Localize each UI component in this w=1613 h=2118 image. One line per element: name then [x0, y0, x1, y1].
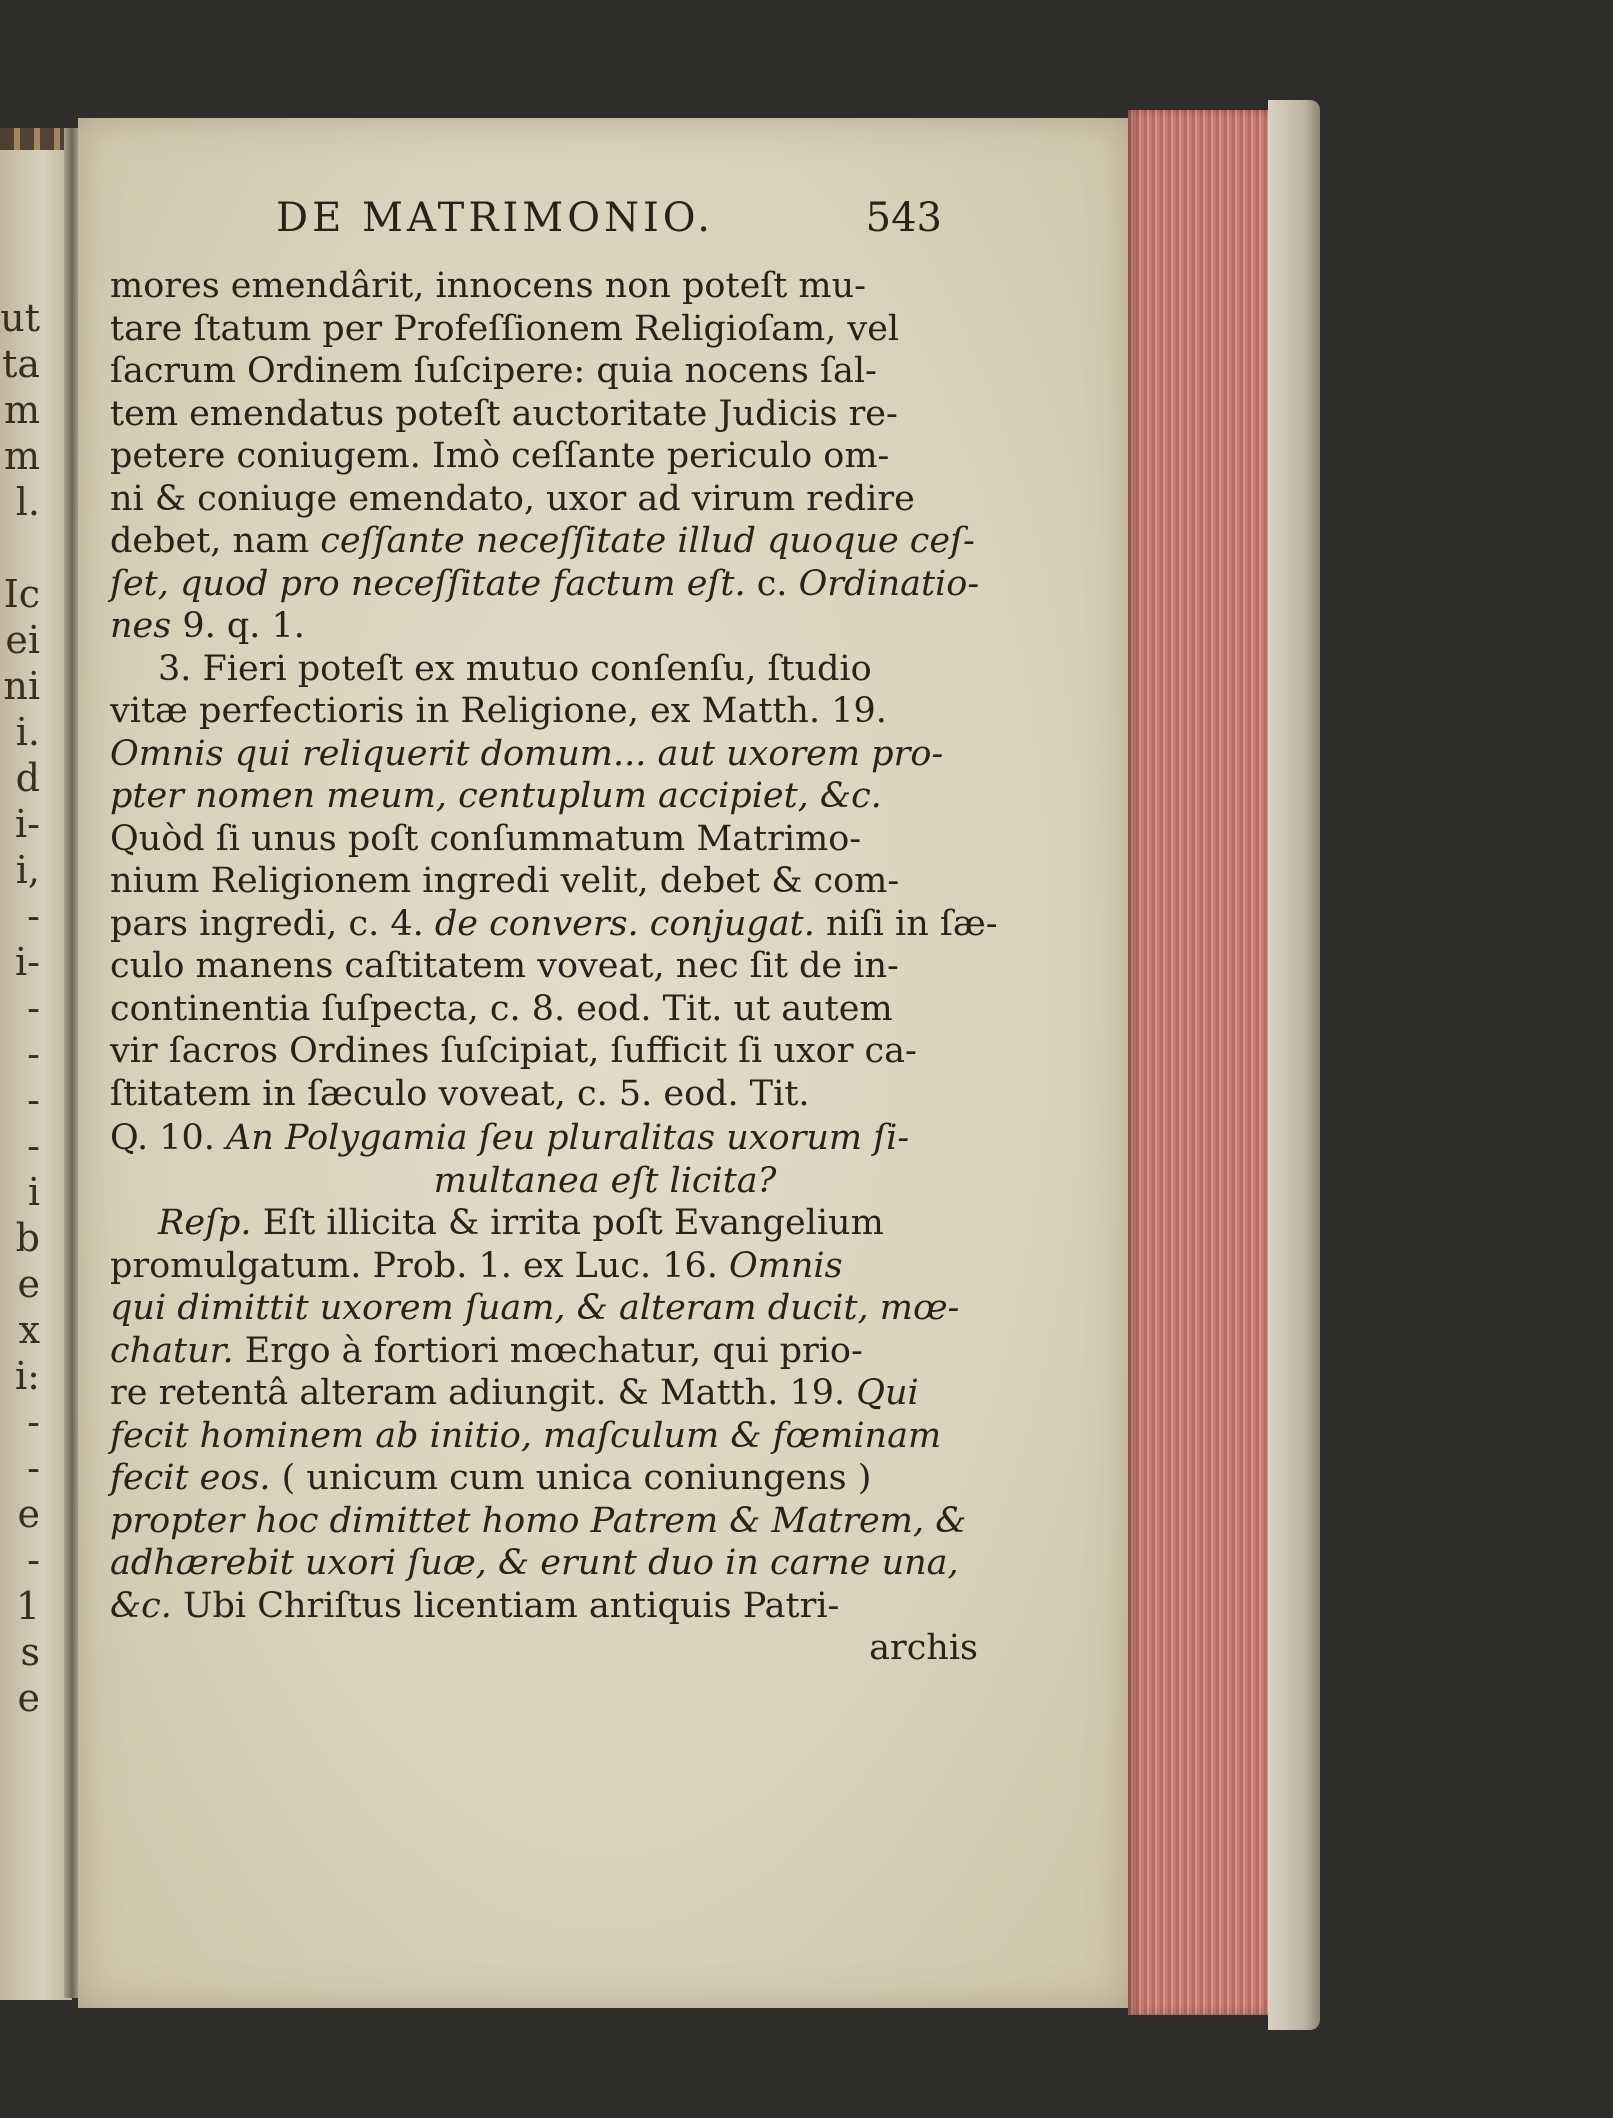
left-margin-fragment: m	[3, 434, 40, 478]
italic-segment: Omnis qui reliquerit domum... aut uxorem pro-	[110, 733, 944, 774]
text-segment: ſacrum Ordinem ſuſcipere: quia nocens ſal-	[110, 351, 877, 391]
body-text	[110, 265, 998, 1670]
text-segment: mores emendârit, innocens non poteſt mu-	[110, 266, 866, 306]
page-text-block	[110, 195, 998, 1670]
text-line	[110, 1585, 980, 1628]
running-head	[110, 195, 980, 241]
text-line	[110, 1542, 980, 1585]
text-segment: ( unicum cum unica coniungens )	[270, 1458, 872, 1498]
running-title: DE MATRIMONIO.	[276, 195, 714, 241]
text-line	[110, 1202, 980, 1245]
text-line	[110, 393, 980, 436]
left-margin-fragment: ut	[0, 296, 40, 340]
text-line	[110, 350, 980, 393]
left-margin-fragment: -	[27, 1124, 40, 1168]
text-line	[110, 265, 980, 308]
text-segment: re retentâ alteram adiungit. & Matth. 19.	[110, 1373, 857, 1413]
question-label: Q. 10.	[110, 1118, 215, 1158]
italic-segment: chatur.	[110, 1330, 234, 1371]
text-segment: Quòd ſi unus poſt conſummatum Matrimo-	[110, 818, 862, 859]
left-margin-fragment: i.	[15, 710, 40, 754]
text-segment: vir ſacros Ordines ſuſcipiat, ſufficit ſi uxor ca-	[110, 1031, 917, 1071]
response-paragraph	[110, 1202, 980, 1627]
left-margin-fragment: e	[17, 1676, 40, 1720]
italic-segment: fecit hominem ab initio, maſculum & fœminam	[110, 1415, 942, 1456]
italic-segment: pter nomen meum, centuplum accipiet, &c.	[110, 776, 882, 816]
text-line	[110, 988, 980, 1031]
left-margin-fragment: i:	[15, 1354, 40, 1398]
text-line	[110, 563, 980, 606]
left-margin-fragment: i,	[15, 848, 40, 892]
left-margin-fragment: ta	[2, 342, 40, 386]
left-margin-fragment: -	[27, 1078, 40, 1122]
italic-segment: fecit eos.	[110, 1458, 271, 1498]
left-margin-fragment: ni	[3, 664, 40, 708]
text-line	[110, 1330, 980, 1373]
catchword: archis	[869, 1628, 978, 1668]
italic-segment: nes	[110, 606, 172, 646]
left-margin-fragment: -	[27, 1446, 40, 1490]
text-line	[110, 860, 980, 903]
text-line	[110, 478, 980, 521]
italic-segment: Ordinatio-	[798, 563, 980, 604]
italic-segment: &c.	[110, 1585, 172, 1626]
text-line	[110, 1245, 980, 1288]
left-margin-fragment	[0, 530, 40, 566]
text-segment: debet, nam	[110, 521, 321, 561]
text-segment: Eſt illicita & irrita poſt Evangelium	[251, 1203, 884, 1243]
left-margin-fragment: -	[27, 1032, 40, 1076]
italic-segment: adhærebit uxori ſuæ, & erunt duo in carne una,	[110, 1543, 959, 1583]
text-segment: tem emendatus poteſt auctoritate Judicis re-	[110, 393, 898, 434]
left-page-text-fragments	[0, 296, 40, 1720]
italic-segment: ceſſante neceſſitate illud quoque ceſ-	[320, 521, 975, 561]
left-margin-fragment: i	[27, 1170, 40, 1214]
text-segment: nium Religionem ingredi velit, debet & com-	[110, 861, 900, 901]
text-line	[110, 435, 980, 478]
left-margin-fragment: 1	[15, 1584, 40, 1628]
text-segment: 9. q. 1.	[171, 606, 305, 646]
text-segment: continentia ſuſpecta, c. 8. eod. Tit. ut autem	[110, 988, 893, 1029]
text-line	[110, 308, 980, 351]
paragraph-1	[110, 265, 980, 648]
text-line	[110, 648, 980, 691]
left-margin-fragment: d	[15, 756, 40, 800]
left-margin-fragment: e	[17, 1492, 40, 1536]
text-segment: Ergo à fortiori mœchatur, qui prio-	[233, 1330, 863, 1371]
page-number: 543	[865, 195, 942, 241]
text-segment: 3. Fieri poteſt ex mutuo conſenſu, ſtudio	[158, 648, 872, 689]
left-margin-fragment: m	[3, 388, 40, 432]
text-line	[110, 945, 980, 988]
italic-segment: Reſp.	[158, 1203, 252, 1243]
text-line	[110, 818, 980, 861]
left-margin-fragment: i-	[15, 802, 40, 846]
left-margin-fragment: b	[15, 1216, 40, 1260]
text-line	[110, 733, 980, 776]
left-margin-fragment: ei	[5, 618, 40, 662]
left-margin-fragment: -	[27, 986, 40, 1030]
italic-segment: Omnis	[728, 1245, 843, 1286]
left-margin-fragment: s	[20, 1630, 40, 1674]
question-heading	[110, 1117, 980, 1202]
left-margin-fragment: -	[27, 1538, 40, 1582]
left-margin-fragment: -	[27, 1400, 40, 1444]
text-segment: ni & coniuge emendato, uxor ad virum redire	[110, 478, 915, 519]
italic-segment: qui dimittit uxorem ſuam, & alteram ducit, mœ-	[110, 1288, 960, 1328]
text-segment: promulgatum. Prob. 1. ex Luc. 16.	[110, 1245, 729, 1286]
italic-segment: propter hoc dimittet homo Patrem & Matrem, &	[110, 1500, 967, 1541]
text-line	[110, 1415, 980, 1458]
text-segment: c.	[745, 563, 799, 604]
text-segment: pars ingredi, c. 4.	[110, 903, 435, 944]
text-segment: Ubi Chriſtus licentiam antiquis Patri-	[171, 1585, 840, 1626]
left-margin-fragment: i-	[15, 940, 40, 984]
text-segment: tare ſtatum per Profeſſionem Religioſam, vel	[110, 308, 900, 349]
italic-segment: Qui	[856, 1373, 919, 1413]
text-segment: culo manens caſtitatem voveat, nec ſit de in-	[110, 946, 899, 986]
text-line	[110, 1073, 980, 1116]
paragraph-2	[110, 648, 998, 1116]
question-text-1: An Polygamia ſeu pluralitas uxorum ſi-	[226, 1118, 910, 1158]
book-cover-edge	[1268, 100, 1320, 2030]
text-segment: vitæ perfectioris in Religione, ex Matth. 19.	[110, 691, 887, 731]
text-line	[110, 1500, 980, 1543]
text-line	[110, 903, 998, 946]
question-text-2: multanea eſt licita?	[433, 1160, 777, 1201]
left-margin-fragment: Ic	[3, 572, 40, 616]
text-line	[110, 690, 980, 733]
text-line	[110, 605, 980, 648]
italic-segment: ſet, quod pro neceſſitate factum eſt.	[110, 563, 746, 604]
text-line	[110, 1030, 980, 1073]
text-line	[110, 1287, 980, 1330]
left-margin-fragment: e	[17, 1262, 40, 1306]
text-line	[110, 775, 980, 818]
italic-segment: de convers. conjugat.	[434, 903, 815, 944]
left-margin-fragment: x	[18, 1308, 40, 1352]
red-fore-edge	[1128, 110, 1283, 2015]
text-line	[110, 520, 980, 563]
left-margin-fragment: -	[27, 894, 40, 938]
text-line	[110, 1457, 980, 1500]
text-segment: petere coniugem. Imò ceſſante periculo om-	[110, 436, 890, 476]
left-margin-fragment: l.	[15, 480, 40, 524]
text-segment: niſi in ſæ-	[814, 903, 998, 944]
text-segment: ſtitatem in ſæculo voveat, c. 5. eod. Tit.	[110, 1073, 810, 1114]
text-line	[110, 1372, 980, 1415]
